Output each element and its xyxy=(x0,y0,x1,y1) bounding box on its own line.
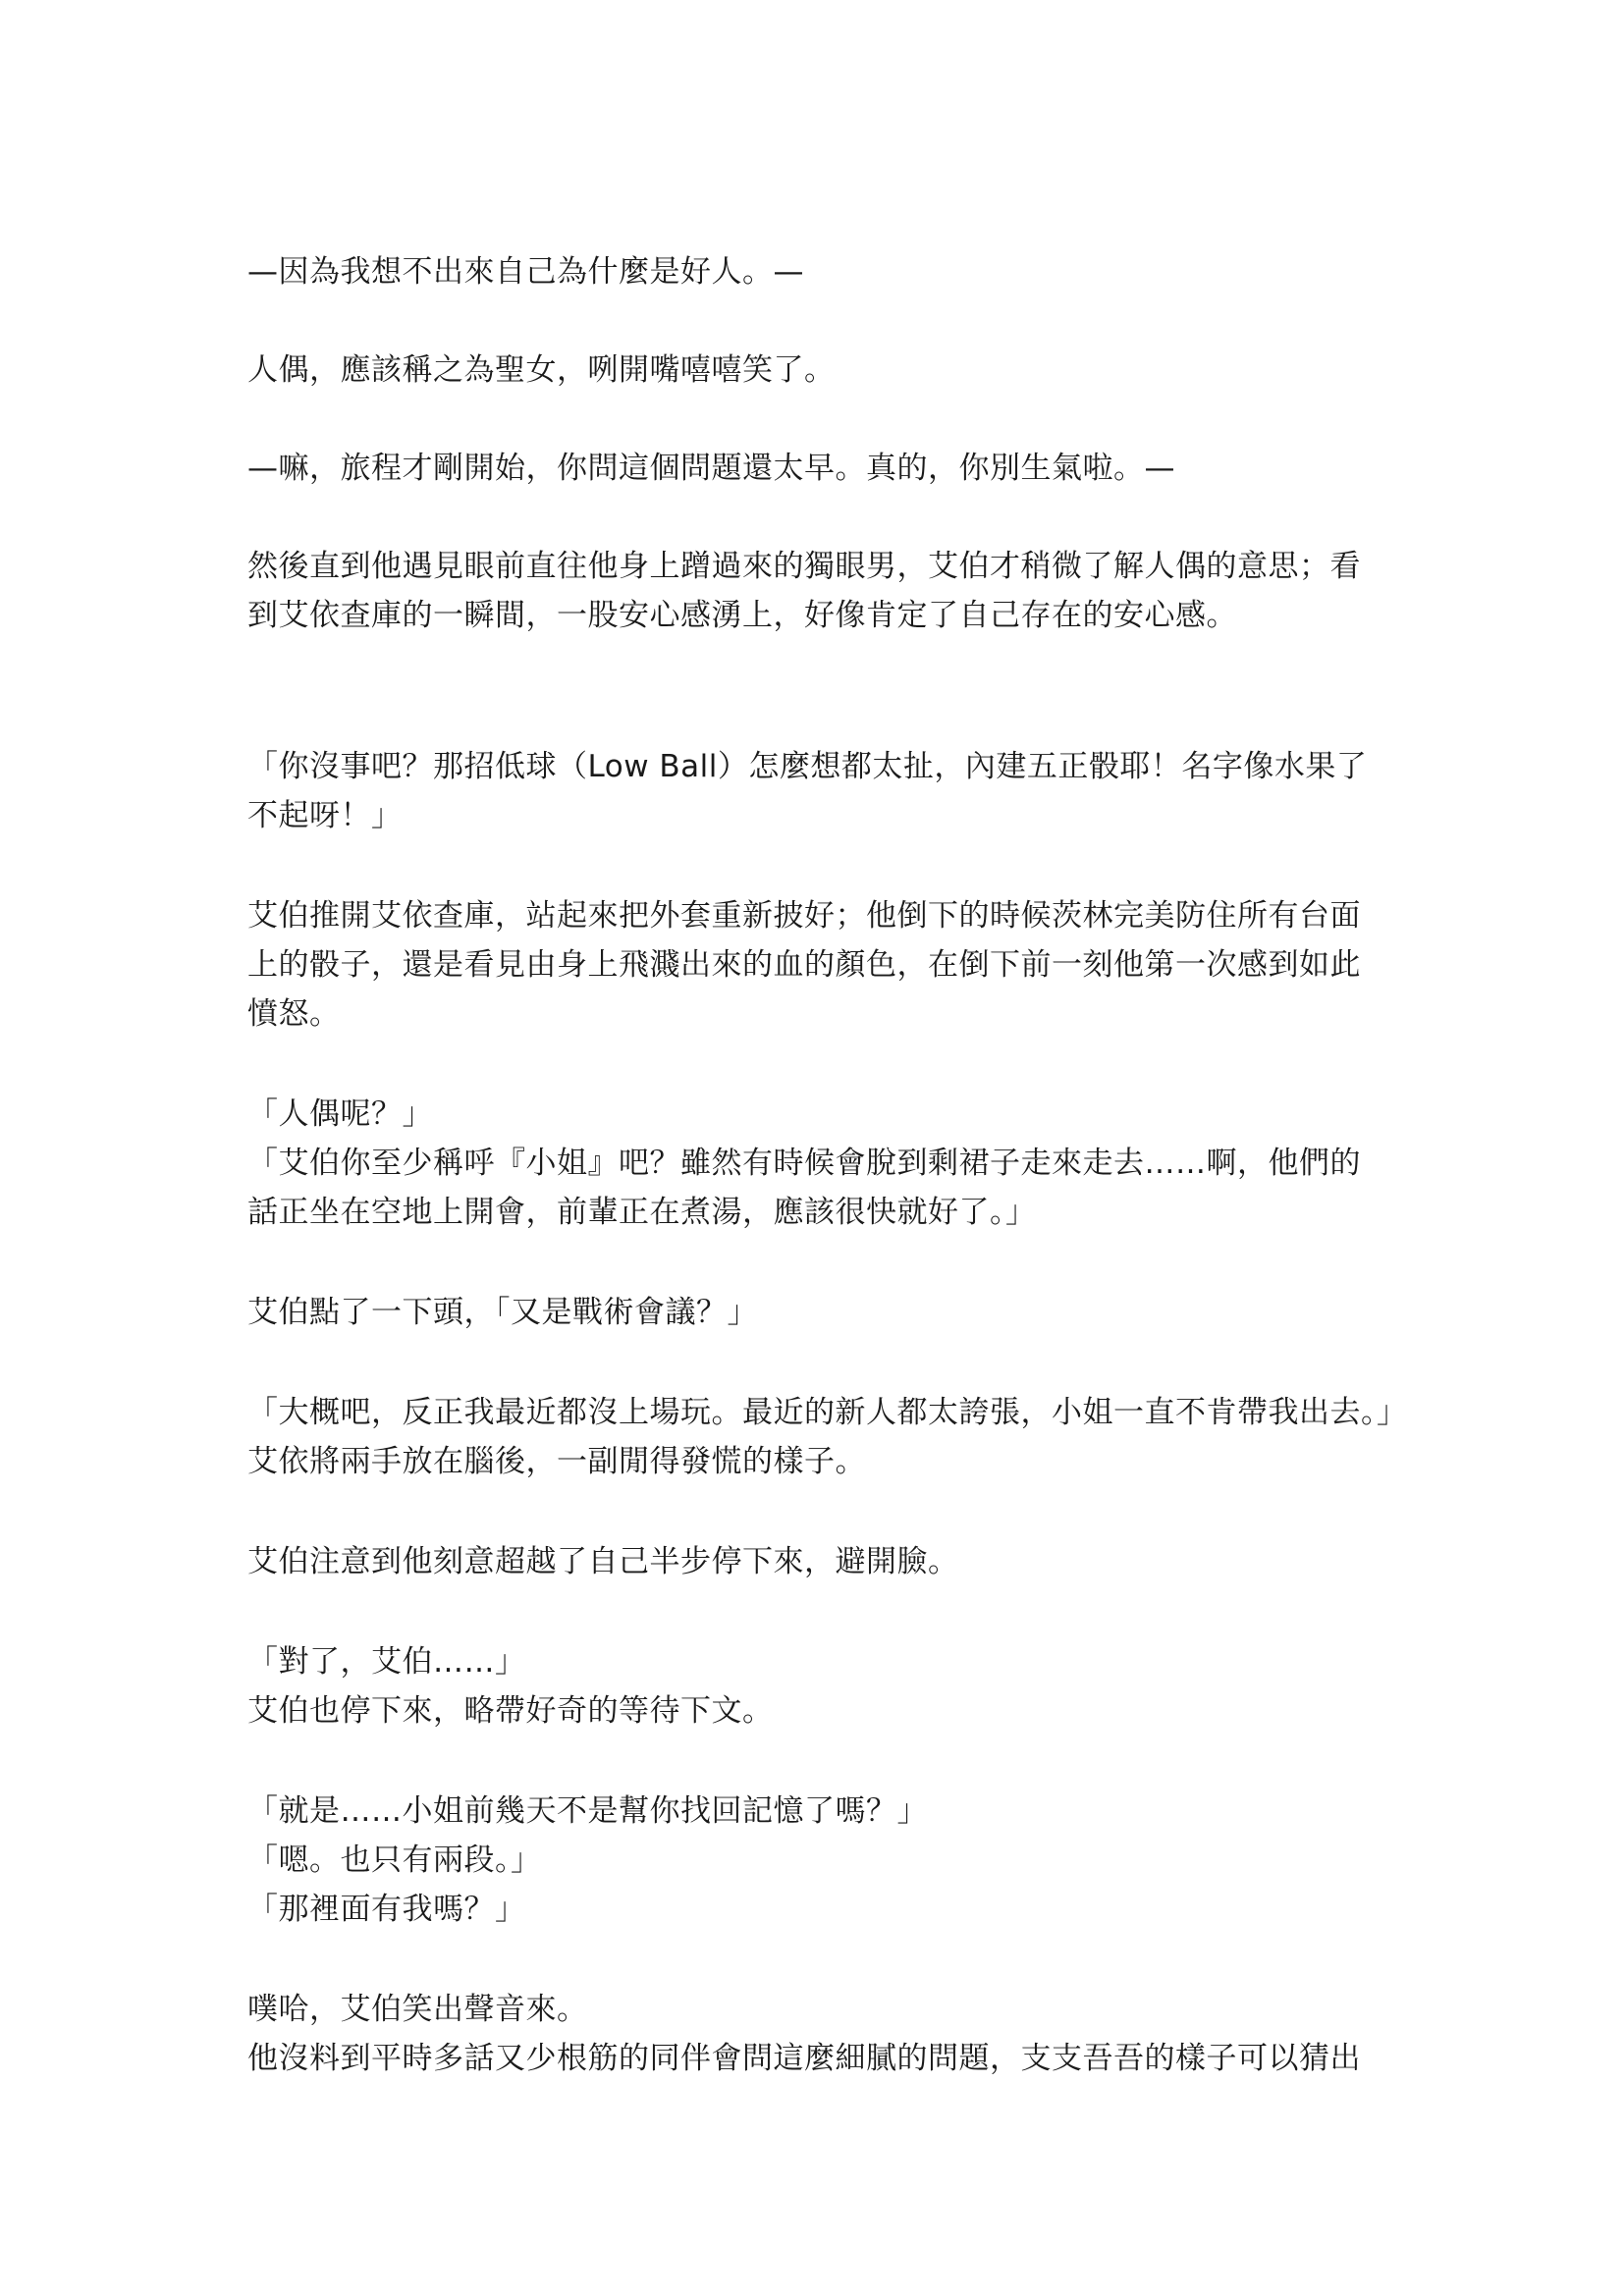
narration-line: 人偶，應該稱之為聖女，咧開嘴嘻嘻笑了。 xyxy=(247,352,836,388)
narration-line: 艾伯注意到他刻意超越了自己半步停下來，避開臉。 xyxy=(247,1544,959,1579)
dialogue-line: 「嗯。也只有兩段。」 xyxy=(247,1842,542,1878)
dialogue-line: 「大概吧，反正我最近都沒上場玩。最近的新人都太誇張，小姐一直不肯帶我出去。」 xyxy=(247,1395,1408,1430)
novel-text-column xyxy=(247,247,1408,2083)
dialogue-line: 「就是……小姐前幾天不是幫你找回記憶了嗎？」 xyxy=(247,1793,928,1829)
dialogue-line: 「你沒事吧？那招低球（Low Ball）怎麼想都太扯，內建五正骰耶！名字像水果了 xyxy=(247,749,1368,784)
narration-line: 艾伯也停下來，略帶好奇的等待下文。 xyxy=(247,1693,774,1729)
dialogue-line: —嘛，旅程才剛開始，你問這個問題還太早。真的，你別生氣啦。— xyxy=(247,451,1175,486)
narration-line: 上的骰子，還是看見由身上飛濺出來的血的顏色，在倒下前一刻他第一次感到如此 xyxy=(247,947,1361,983)
dialogue-line: 「那裡面有我嗎？」 xyxy=(247,1892,526,1927)
narration-line: 他沒料到平時多話又少根筋的同伴會問這麼細膩的問題，支支吾吾的樣子可以猜出 xyxy=(247,2041,1361,2076)
dialogue-line: 不起呀！」 xyxy=(247,798,403,833)
narration-line: 憤怒。 xyxy=(247,996,341,1032)
dialogue-line: —因為我想不出來自己為什麼是好人。— xyxy=(247,254,804,290)
narration-line: 艾依將兩手放在腦後，一副閒得發慌的樣子。 xyxy=(247,1444,866,1479)
dialogue-line: 話正坐在空地上開會，前輩正在煮湯，應該很快就好了。」 xyxy=(247,1195,1037,1230)
dialogue-line: 「對了，艾伯……」 xyxy=(247,1644,526,1680)
narration-line: 艾伯點了一下頭，「又是戰術會議？」 xyxy=(247,1295,758,1330)
narration-line: 噗哈，艾伯笑出聲音來。 xyxy=(247,1992,588,2027)
dialogue-line: 「艾伯你至少稱呼『小姐』吧？雖然有時候會脫到剩裙子走來走去……啊，他們的 xyxy=(247,1146,1361,1181)
dialogue-line: 「人偶呢？」 xyxy=(247,1096,433,1132)
narration-line: 到艾依查庫的一瞬間，一股安心感湧上，好像肯定了自己存在的安心感。 xyxy=(247,598,1237,633)
narration-line: 艾伯推開艾依查庫，站起來把外套重新披好；他倒下的時候茨林完美防住所有台面 xyxy=(247,898,1361,934)
narration-line: 然後直到他遇見眼前直往他身上蹭過來的獨眼男，艾伯才稍微了解人偶的意思；看 xyxy=(247,549,1361,584)
